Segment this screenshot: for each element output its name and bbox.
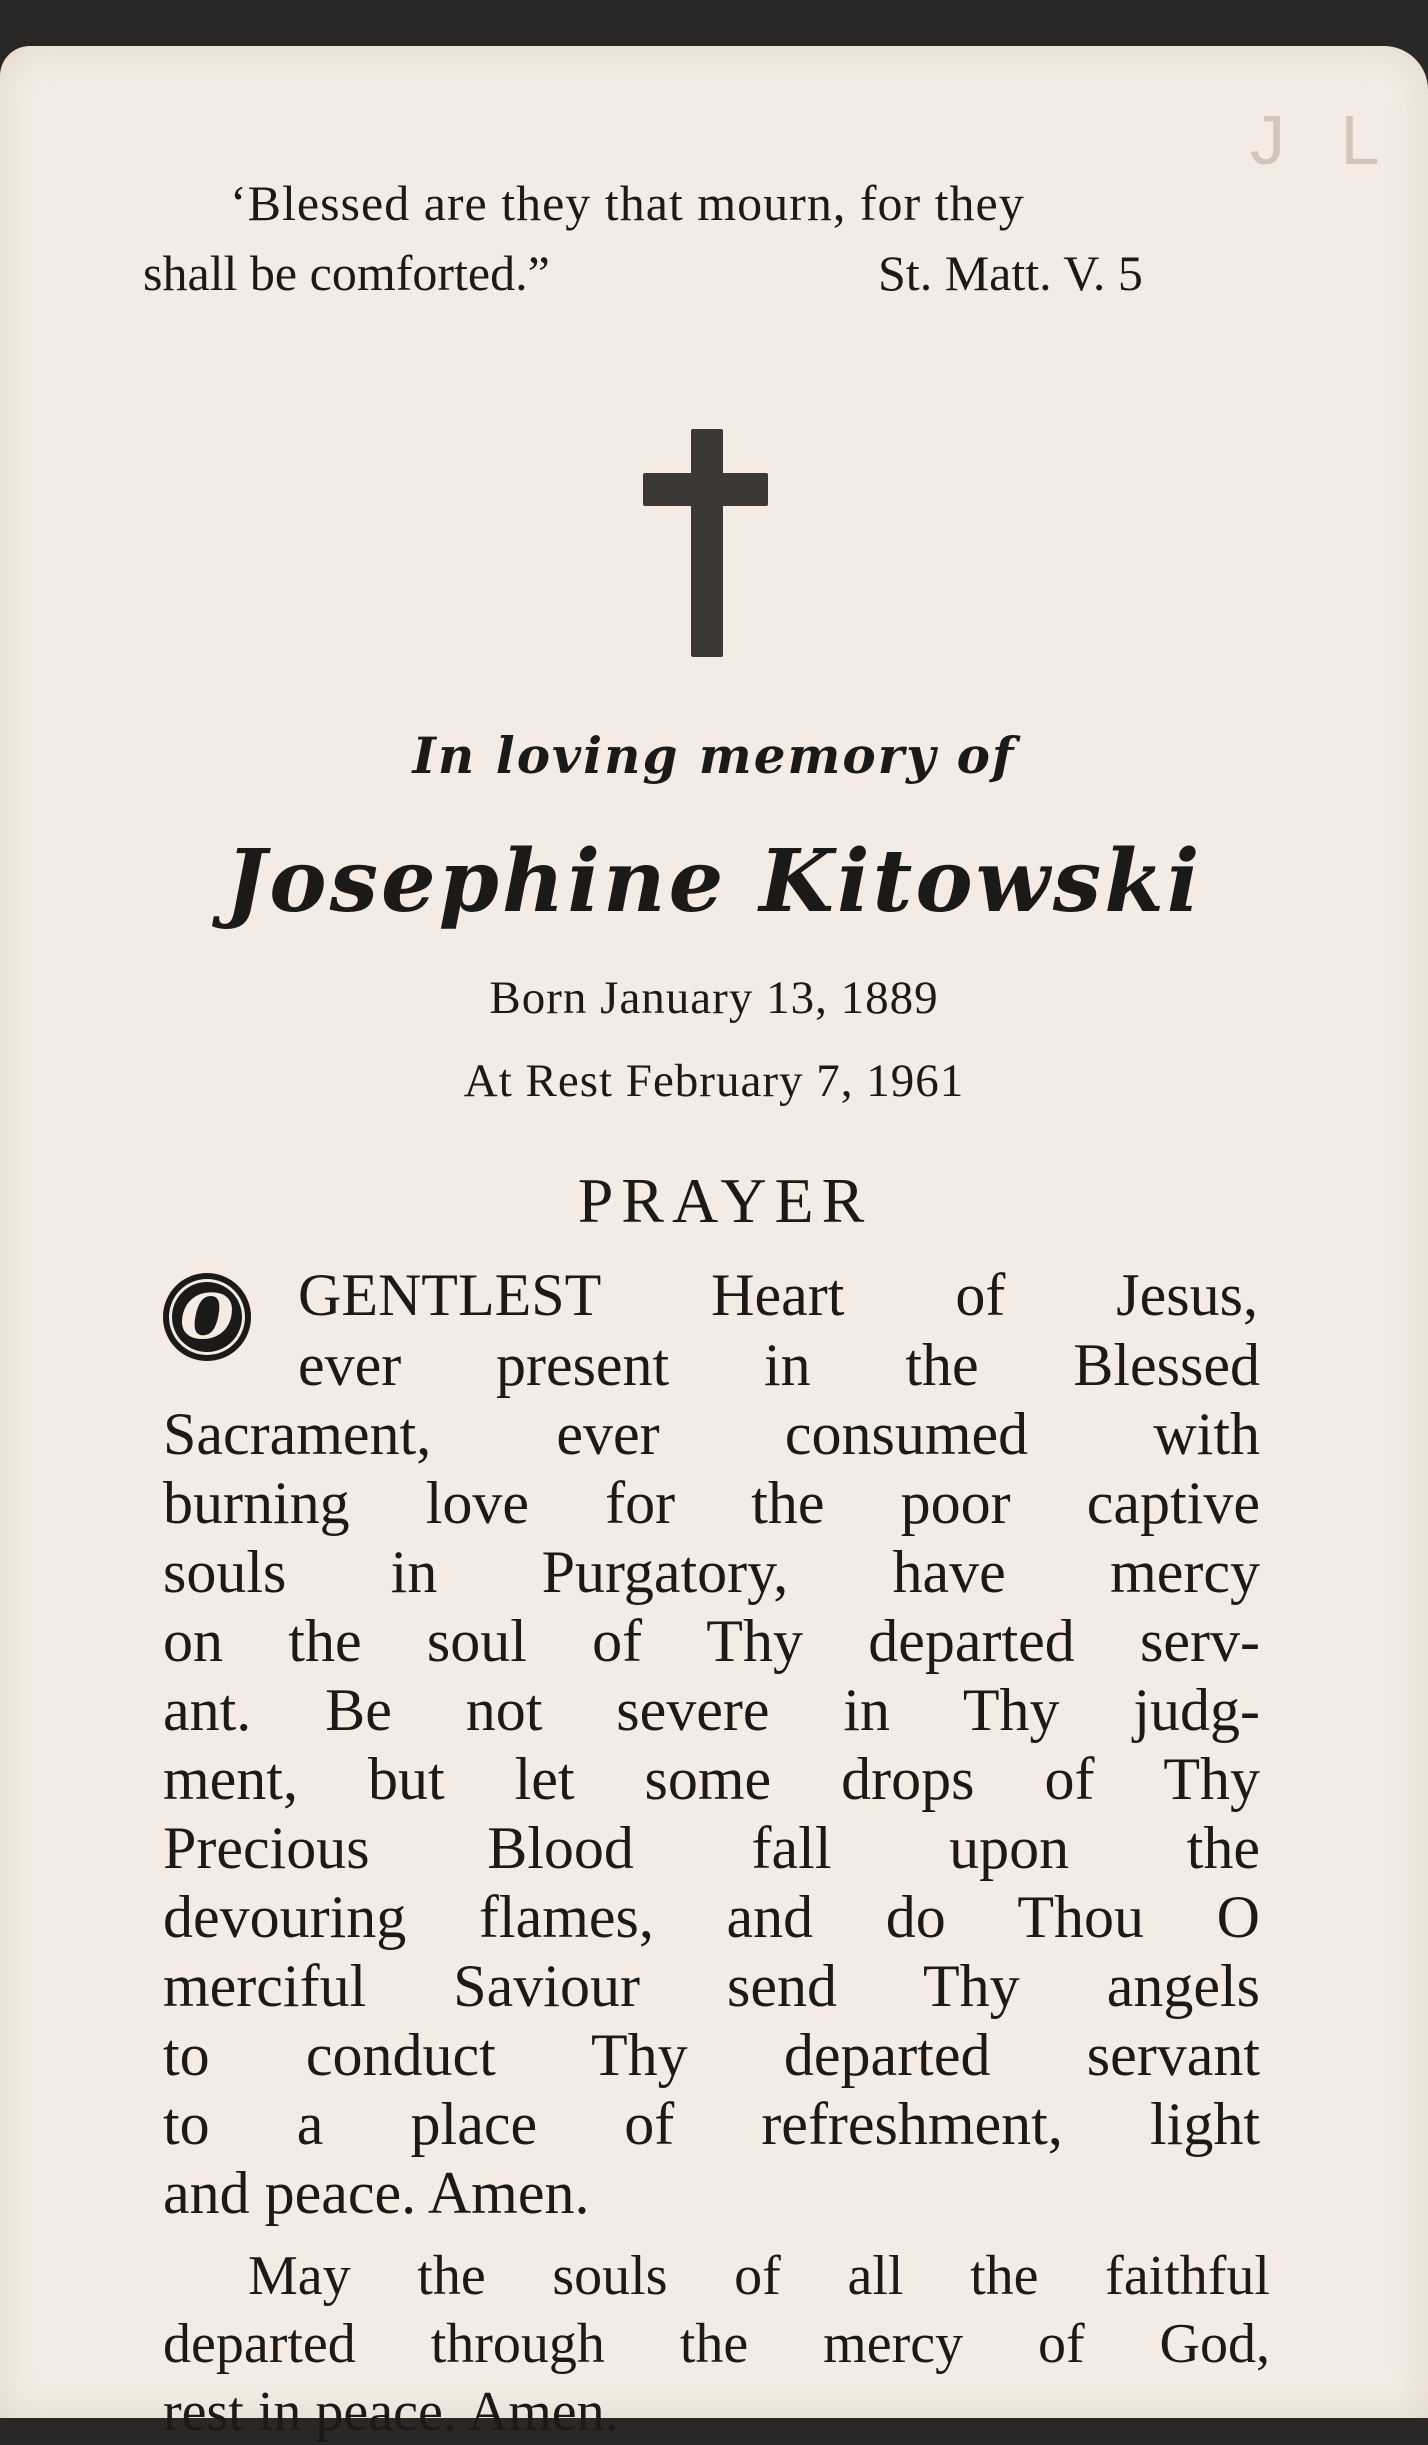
epigraph-citation: St. Matt. V. 5	[878, 245, 1143, 301]
prayer-initial-o: O	[163, 1273, 251, 1361]
prayer-line: Precious Blood fall upon the	[163, 1815, 1260, 1881]
prayer-line: Sacrament, ever consumed with	[163, 1401, 1260, 1467]
birth-date: Born January 13, 1889	[489, 972, 939, 1024]
prayer-line: devouring flames, and do Thou O	[163, 1884, 1260, 1950]
prayer-line: on the soul of Thy departed serv-	[163, 1608, 1260, 1674]
prayer-line: merciful Saviour send Thy angels	[163, 1953, 1260, 2019]
prayer-line: ant. Be not severe in Thy judg-	[163, 1677, 1260, 1743]
prayer-line: souls in Purgatory, have mercy	[163, 1539, 1260, 1605]
pencil-mark: J L	[1250, 101, 1398, 179]
prayer-line: ment, but let some drops of Thy	[163, 1746, 1260, 1812]
prayer-line: burning love for the poor captive	[163, 1470, 1260, 1536]
cross-upright	[691, 429, 723, 657]
prayer-line: and peace. Amen.	[163, 2160, 590, 2226]
epigraph-line-2: shall be comforted.”	[143, 245, 550, 301]
prayer-line: ever present in the Blessed	[298, 1332, 1260, 1398]
memory-intro: In loving memory of	[412, 726, 1016, 785]
prayer-line: to conduct Thy departed servant	[163, 2022, 1260, 2088]
cross-beam	[643, 473, 768, 506]
closing-line: May the souls of all the faithful	[248, 2245, 1270, 2307]
prayer-heading: PRAYER	[577, 1165, 873, 1236]
prayer-line: GENTLEST Heart of Jesus,	[298, 1262, 1258, 1328]
closing-line: departed through the mercy of God,	[163, 2313, 1270, 2375]
closing-line: rest in peace. Amen.	[163, 2381, 619, 2443]
death-date: At Rest February 7, 1961	[463, 1055, 965, 1107]
epigraph-line-1: ‘Blessed are they that mourn, for they	[230, 175, 1025, 231]
memorial-card	[0, 46, 1428, 2443]
prayer-line: to a place of refreshment, light	[163, 2091, 1260, 2157]
deceased-name: Josephine Kitowski	[225, 831, 1203, 932]
